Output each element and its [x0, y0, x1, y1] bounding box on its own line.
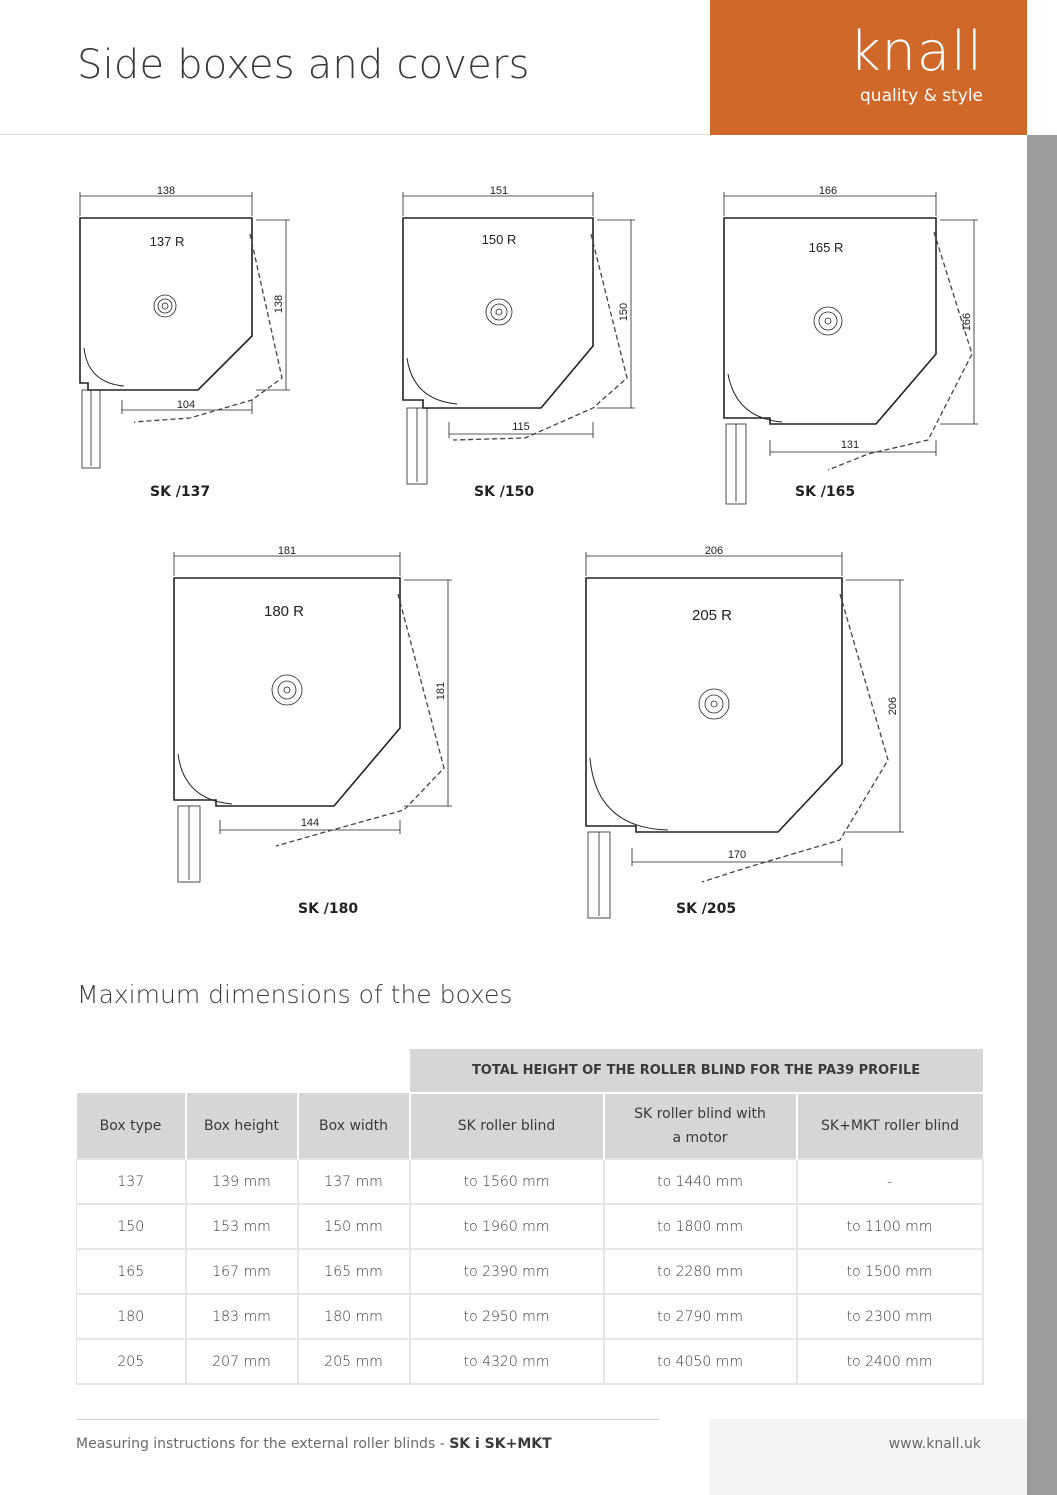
cell: to 1560 mm [410, 1159, 604, 1204]
diagram-sk-165 [718, 178, 988, 508]
diagram-label: SK /150 [474, 484, 535, 500]
col-header: SK roller blind [410, 1093, 604, 1159]
cell: to 4050 mm [604, 1339, 797, 1384]
cell: to 1800 mm [604, 1204, 797, 1249]
cell: to 2390 mm [410, 1249, 604, 1294]
footer-text-bold: SK i SK+MKT [449, 1436, 552, 1452]
cell: to 1960 mm [410, 1204, 604, 1249]
brand-name: knall [849, 20, 983, 83]
table-group-header: TOTAL HEIGHT OF THE ROLLER BLIND FOR THE PA39 PROFILE [410, 1049, 983, 1093]
section-title: Maximum dimensions of the boxes [77, 980, 513, 1009]
footer-url-link[interactable]: www.knall.uk [888, 1436, 981, 1452]
cell: 137 [77, 1159, 186, 1204]
cell: 153 mm [186, 1204, 298, 1249]
footer-text [76, 1436, 552, 1452]
diagram-label: SK /137 [150, 484, 211, 500]
radius-label: 165 R [808, 240, 844, 255]
dim-height: 150 [618, 302, 630, 322]
diagram-sk-137 [70, 178, 300, 478]
cell: 167 mm [186, 1249, 298, 1294]
col-header: SK+MKT roller blind [797, 1093, 983, 1159]
cell: 150 [77, 1204, 186, 1249]
radius-label: 205 R [691, 607, 733, 624]
dim-width: 166 [818, 185, 838, 197]
cell: - [797, 1159, 983, 1204]
cell: 165 mm [298, 1249, 410, 1294]
cell: to 2400 mm [797, 1339, 983, 1384]
dim-height: 138 [273, 294, 285, 314]
table-row [77, 1159, 983, 1204]
col-header: SK roller blind with a motor [604, 1093, 797, 1159]
dim-bottom: 170 [727, 849, 747, 861]
dim-width: 181 [277, 545, 297, 557]
radius-label: 150 R [481, 232, 517, 247]
cell: to 1100 mm [797, 1204, 983, 1249]
dim-bottom: 144 [300, 817, 320, 829]
table-row [77, 1339, 983, 1384]
side-accent-bar [1027, 0, 1057, 1495]
radius-label: 180 R [263, 603, 305, 620]
diagram-sk-205 [578, 538, 918, 928]
cell: 137 mm [298, 1159, 410, 1204]
col-header: Box height [186, 1093, 298, 1159]
cell: 180 [77, 1294, 186, 1339]
cell: 139 mm [186, 1159, 298, 1204]
diagram-label: SK /205 [676, 901, 737, 917]
table-row [77, 1249, 983, 1294]
dim-width: 206 [704, 545, 724, 557]
cell: 150 mm [298, 1204, 410, 1249]
brand-logo [710, 0, 1027, 135]
cell: to 2300 mm [797, 1294, 983, 1339]
cell: to 1500 mm [797, 1249, 983, 1294]
dim-height: 166 [961, 312, 973, 332]
cell: 205 mm [298, 1339, 410, 1384]
cell: 207 mm [186, 1339, 298, 1384]
dim-bottom: 131 [840, 439, 860, 451]
diagram-label: SK /165 [795, 484, 856, 500]
diagram-label: SK /180 [298, 901, 359, 917]
cell: 180 mm [298, 1294, 410, 1339]
brand-tagline: quality & style [860, 86, 983, 106]
dim-bottom: 104 [176, 399, 196, 411]
dim-bottom: 115 [512, 421, 530, 433]
dimensions-table [76, 1049, 984, 1385]
cell: to 4320 mm [410, 1339, 604, 1384]
table-row [77, 1294, 983, 1339]
footer-text-main: Measuring instructions for the external roller blinds - [76, 1436, 450, 1452]
footer-shade [710, 1419, 1027, 1495]
cell: 205 [77, 1339, 186, 1384]
dim-width: 138 [156, 185, 176, 197]
cell: to 1440 mm [604, 1159, 797, 1204]
cell: to 2280 mm [604, 1249, 797, 1294]
side-accent-top [1027, 0, 1057, 135]
page-title: Side boxes and covers [77, 42, 530, 88]
col-header: Box width [298, 1093, 410, 1159]
diagram-sk-150 [395, 178, 645, 488]
diagram-sk-180 [158, 538, 468, 888]
table-row [77, 1204, 983, 1249]
dim-width: 151 [489, 185, 509, 197]
cell: to 2950 mm [410, 1294, 604, 1339]
radius-label: 137 R [149, 234, 185, 249]
dim-height: 181 [435, 681, 447, 701]
cell: to 2790 mm [604, 1294, 797, 1339]
cell: 165 [77, 1249, 186, 1294]
col-header: Box type [77, 1093, 186, 1159]
footer-divider [76, 1419, 660, 1420]
dim-height: 206 [887, 696, 899, 716]
cell: 183 mm [186, 1294, 298, 1339]
